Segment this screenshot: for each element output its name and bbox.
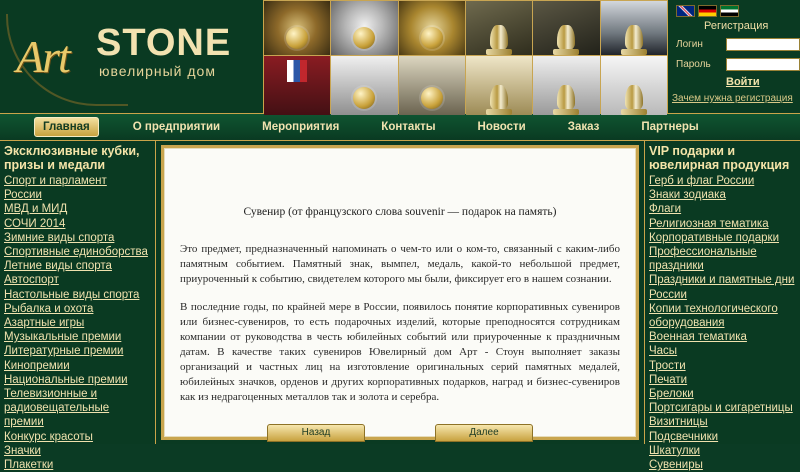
sidebar-item-tv-radio-awards[interactable]: Телевизионные и радиовещательные премии — [4, 388, 110, 429]
sidebar-item-film-awards[interactable]: Кинопремии — [4, 359, 70, 372]
header-photo[interactable] — [331, 56, 397, 115]
nav-item-order[interactable]: Заказ — [567, 121, 600, 133]
sidebar-item-corporate-gifts[interactable]: Корпоративные подарки — [649, 231, 779, 244]
nav-item-events[interactable]: Мероприятия — [262, 121, 340, 133]
sidebar-item-religious[interactable]: Религиозная тематика — [649, 217, 769, 230]
sidebar-item-flags[interactable]: Флаги — [649, 203, 682, 216]
sidebar-item-military[interactable]: Военная тематика — [649, 331, 747, 344]
ribbon-icon — [287, 60, 307, 82]
sidebar-item-plaques[interactable]: Плакетки — [4, 459, 54, 472]
sidebar-item-canes[interactable]: Трости — [649, 359, 686, 372]
header-photo[interactable] — [331, 1, 397, 55]
sidebar-item-card-holders[interactable]: Визитницы — [649, 416, 708, 429]
header-photo[interactable] — [466, 1, 532, 55]
sidebar-item-seals[interactable]: Печати — [649, 373, 688, 386]
header-photo[interactable] — [533, 56, 599, 115]
sidebar-item-fishing-hunting[interactable]: Рыбалка и охота — [4, 302, 94, 315]
flag-de-icon[interactable] — [698, 5, 717, 17]
flag-ae-icon[interactable] — [720, 5, 739, 17]
site-logo[interactable] — [0, 0, 264, 113]
pager-buttons — [156, 424, 644, 442]
sidebar-item-winter-sports[interactable]: Зимние виды спорта — [4, 231, 115, 244]
sidebar-item-mvd-mid[interactable]: МВД и МИД — [4, 203, 68, 216]
language-switcher — [676, 5, 739, 17]
sidebar-item-motorsport[interactable]: Автоспорт — [4, 274, 59, 287]
sidebar-item-coat-of-arms[interactable]: Герб и флаг России — [649, 175, 755, 187]
main-navigation — [0, 113, 800, 141]
header-photo[interactable] — [264, 1, 330, 55]
content-area — [0, 141, 800, 472]
sidebar-right-title: VIP подарки и ювелирная продукция — [649, 144, 790, 172]
sidebar-item-equipment-copies[interactable]: Копии технологического оборудования — [649, 302, 778, 330]
main-content — [156, 141, 644, 444]
medal-icon — [421, 27, 443, 49]
trophy-icon — [625, 85, 643, 111]
medal-icon — [286, 27, 308, 49]
sidebar-item-professional-holidays[interactable]: Профессиональные праздники — [649, 246, 757, 273]
password-field-row — [676, 58, 800, 71]
sidebar-left-title: Эксклюзивные кубки, призы и медали — [4, 144, 140, 172]
header-photo[interactable] — [399, 1, 465, 55]
trophy-icon — [625, 25, 643, 51]
trophy-icon — [490, 25, 508, 51]
sidebar-item-candlesticks[interactable]: Подсвечники — [649, 430, 719, 443]
nav-item-about[interactable]: О предприятии — [132, 121, 221, 133]
nav-item-news[interactable]: Новости — [477, 121, 526, 133]
sidebar-item-souvenirs[interactable]: Сувениры — [649, 459, 703, 472]
logo-art-text: Art — [16, 31, 69, 82]
header-photo[interactable] — [601, 56, 667, 115]
site-header — [0, 0, 800, 113]
article-paragraph: Это предмет, предназначенный напоминать о чем-то или о ком-то, связанный с каким-либо памятным событием. Памятный знак, вымпел, медаль, какой-то небольшой предмет, приуроченный к событию, свидетелем которого мы были, фиксирует его в нашем сознании. — [180, 243, 620, 285]
sidebar-item-holidays-russia[interactable]: Праздники и памятные дни России — [649, 274, 795, 301]
sidebar-item-music-awards[interactable]: Музыкальные премии — [4, 331, 122, 344]
sidebar-item-summer-sports[interactable]: Летние виды спорта — [4, 260, 112, 273]
sidebar-item-martial-arts[interactable]: Спортивные единоборства — [4, 246, 148, 259]
login-input[interactable] — [726, 38, 800, 51]
header-photo[interactable] — [466, 56, 532, 115]
logo-stone-text: STONE — [96, 22, 232, 64]
login-panel — [667, 0, 800, 113]
article-paper — [161, 145, 639, 440]
trophy-icon — [557, 85, 575, 111]
sidebar-item-cigarette-cases[interactable]: Портсигары и сигаретницы — [649, 402, 793, 415]
sidebar-item-sochi-2014[interactable]: СОЧИ 2014 — [4, 217, 66, 230]
sidebar-item-badges[interactable]: Значки — [4, 444, 41, 457]
why-register-link[interactable]: Зачем нужна регистрация — [672, 93, 793, 104]
sidebar-item-watches[interactable]: Часы — [649, 345, 678, 358]
sidebar-item-keychains[interactable]: Брелоки — [649, 388, 694, 401]
header-photo[interactable] — [601, 1, 667, 55]
sidebar-item-rossii[interactable]: России — [4, 189, 42, 202]
nav-item-partners[interactable]: Партнеры — [641, 121, 699, 133]
logo-subtitle: ювелирный дом — [99, 63, 216, 79]
sidebar-left — [0, 141, 156, 472]
sidebar-item-zodiac[interactable]: Знаки зодиака — [649, 189, 726, 202]
medal-icon — [353, 27, 375, 49]
header-photo[interactable] — [399, 56, 465, 115]
sidebar-item-literary-awards[interactable]: Литературные премии — [4, 345, 124, 358]
header-photo[interactable] — [264, 56, 330, 115]
nav-item-home[interactable]: Главная — [34, 117, 99, 137]
next-button[interactable]: Далее — [435, 424, 533, 442]
trophy-icon — [557, 25, 575, 51]
header-photo-strip — [264, 0, 667, 113]
sidebar-item-sport-parlament[interactable]: Спорт и парламент — [4, 175, 107, 187]
password-input[interactable] — [726, 58, 800, 71]
sidebar-item-gambling[interactable]: Азартные игры — [4, 317, 85, 330]
page-title: Сувенир (от французского слова souvenir — подарок на память) — [243, 206, 557, 218]
submit-login-button[interactable]: Войти — [726, 76, 760, 88]
sidebar-item-national-awards[interactable]: Национальные премии — [4, 373, 128, 386]
nav-item-contacts[interactable]: Контакты — [381, 121, 436, 133]
sidebar-item-table-sports[interactable]: Настольные виды спорта — [4, 288, 140, 301]
flag-gb-icon[interactable] — [676, 5, 695, 17]
password-label: Пароль — [676, 59, 711, 70]
medal-icon — [421, 87, 443, 109]
registration-link[interactable]: Регистрация — [704, 20, 769, 32]
header-photo[interactable] — [533, 1, 599, 55]
sidebar-item-beauty-contest[interactable]: Конкурс красоты — [4, 430, 93, 443]
prev-button[interactable]: Назад — [267, 424, 365, 442]
article-paragraph: В последние годы, по крайней мере в России, появилось понятие корпоративных сувениров или бизнес-сувениров, то есть подарочных изделий, которые преподносятся сотрудникам компании от руководства в честь юбилейных событий или приуроченные к праздничным датам. В качестве таких сувениров Ювелирный дом Арт - Стоун выполняет заказы организаций и частных лиц на изготовление оригинальных серий памятных медалей, юбилейных значков, орденов и других корпоративных подарков, наград и бизнес-сувениров как из недрагоценных металлов так и золота и серебра. — [180, 301, 620, 403]
medal-icon — [353, 87, 375, 109]
trophy-icon — [490, 85, 508, 111]
login-field-row — [676, 38, 800, 51]
login-label: Логин — [676, 39, 703, 50]
sidebar-item-caskets[interactable]: Шкатулки — [649, 444, 701, 457]
sidebar-right — [644, 141, 800, 472]
